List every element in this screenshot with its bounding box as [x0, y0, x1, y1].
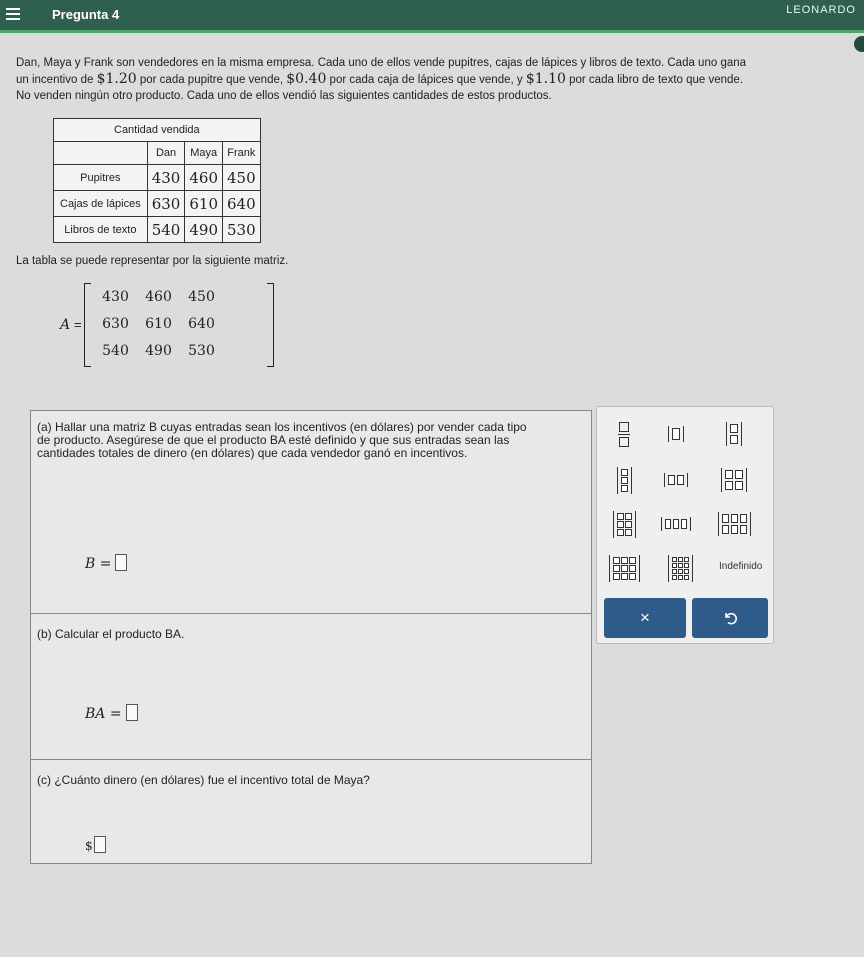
table-cell: 450 [223, 165, 261, 191]
part-a-answer [85, 554, 127, 572]
row-label: Cajas de lápices [54, 191, 148, 217]
row-label: Pupitres [54, 165, 148, 191]
equals-sign: = [74, 317, 82, 332]
menu-icon[interactable] [6, 8, 20, 23]
answer-label: BA [85, 706, 106, 722]
intro-line-3: No venden ningún otro producto. Cada uno de ellos vendió las siguientes cantidades de estos productos. [16, 90, 552, 102]
equals-sign: = [99, 556, 112, 572]
part-c [31, 759, 591, 863]
answer-panel [30, 410, 592, 864]
table-cell: 630 [147, 191, 185, 217]
matrix-2x1-template[interactable] [717, 419, 751, 449]
undo-icon [722, 610, 738, 626]
row-label: Libros de texto [54, 217, 148, 243]
intro-line-2: un incentivo de $1.20 por cada pupitre que vende, $0.40 por cada caja de lápices que vende, y $1.10 por cada libro de texto que vende. [16, 71, 744, 87]
book-incentive: $1.10 [525, 71, 566, 87]
table-title: Cantidad vendida [54, 119, 261, 142]
dollar-sign: $ [85, 839, 93, 853]
matrix-2x3-template[interactable] [717, 509, 751, 539]
undo-button[interactable] [692, 598, 768, 638]
matrix-entry: 630 [102, 315, 129, 332]
problem-statement [16, 55, 846, 104]
matrix-entry: 530 [188, 342, 215, 359]
answer-label: B [85, 556, 96, 572]
desk-incentive: $1.20 [96, 71, 137, 87]
matrix-1x3-template[interactable] [659, 509, 693, 539]
table-row [54, 165, 261, 191]
col-header: Maya [185, 142, 223, 165]
left-bracket [84, 283, 91, 367]
part-b-prompt: (b) Calcular el producto BA. [37, 627, 185, 641]
table-row [54, 191, 261, 217]
matrix-entry: 460 [145, 288, 172, 305]
answer-input-ba[interactable] [126, 704, 138, 721]
table-corner [54, 142, 148, 165]
col-header: Frank [223, 142, 261, 165]
matrix-3x2-template[interactable] [607, 509, 641, 539]
quantity-table [53, 118, 261, 243]
equals-sign: = [109, 706, 122, 722]
matrix-1x1-template[interactable] [659, 419, 693, 449]
table-row [54, 217, 261, 243]
matrix-entry: 610 [145, 315, 172, 332]
matrix-entry: 450 [188, 288, 215, 305]
table-cell: 430 [147, 165, 185, 191]
matrix-name: A [60, 317, 71, 333]
help-badge[interactable] [854, 36, 864, 52]
matrix-entry: 640 [188, 315, 215, 332]
pencil-incentive: $0.40 [286, 71, 327, 87]
user-name[interactable]: LEONARDO [786, 4, 856, 16]
table-cell: 540 [147, 217, 185, 243]
part-a [31, 411, 591, 614]
part-c-prompt: (c) ¿Cuánto dinero (en dólares) fue el incentivo total de Maya? [37, 773, 370, 787]
table-cell: 490 [185, 217, 223, 243]
matrix-grid [94, 283, 264, 364]
matrix-entry: 490 [145, 342, 172, 359]
part-c-answer [85, 836, 106, 854]
matrix-2x2-template[interactable] [717, 465, 751, 495]
part-b-answer [85, 704, 138, 722]
answer-input-maya[interactable] [94, 836, 106, 853]
table-cell: 640 [223, 191, 261, 217]
matrix-1x2-template[interactable] [659, 465, 693, 495]
part-b [31, 613, 591, 760]
clear-button[interactable]: × [604, 598, 686, 638]
undefined-option[interactable]: Indefinido [719, 561, 763, 572]
col-header: Dan [147, 142, 185, 165]
question-title: Pregunta 4 [52, 7, 120, 22]
matrix-3x3-template[interactable] [607, 553, 641, 583]
table-cell: 460 [185, 165, 223, 191]
top-bar [0, 0, 864, 30]
right-bracket [267, 283, 274, 367]
table-cell: 530 [223, 217, 261, 243]
matrix-mxn-template[interactable] [663, 553, 697, 583]
matrix-entry: 540 [102, 342, 129, 359]
answer-input-b[interactable] [115, 554, 127, 571]
table-cell: 610 [185, 191, 223, 217]
matrix-lead: La tabla se puede representar por la siguiente matriz. [16, 255, 289, 267]
matrix-3x1-template[interactable] [607, 465, 641, 495]
intro-line-1: Dan, Maya y Frank son vendedores en la misma empresa. Cada uno de ellos vende pupitres, cajas de lápices y libros de texto. Cada uno gana [16, 57, 747, 69]
matrix-entry: 430 [102, 288, 129, 305]
fraction-template[interactable] [607, 419, 641, 449]
part-a-prompt: (a) Hallar una matriz B cuyas entradas sean los incentivos (en dólares) por vender cada tipo de producto. Asegúrese de que el producto BA esté definido y que sus entradas sean las cantidades totales de dinero (en dólares) que cada vendedor ganó en incentivos. [37, 420, 527, 460]
progress-bar [0, 30, 864, 33]
